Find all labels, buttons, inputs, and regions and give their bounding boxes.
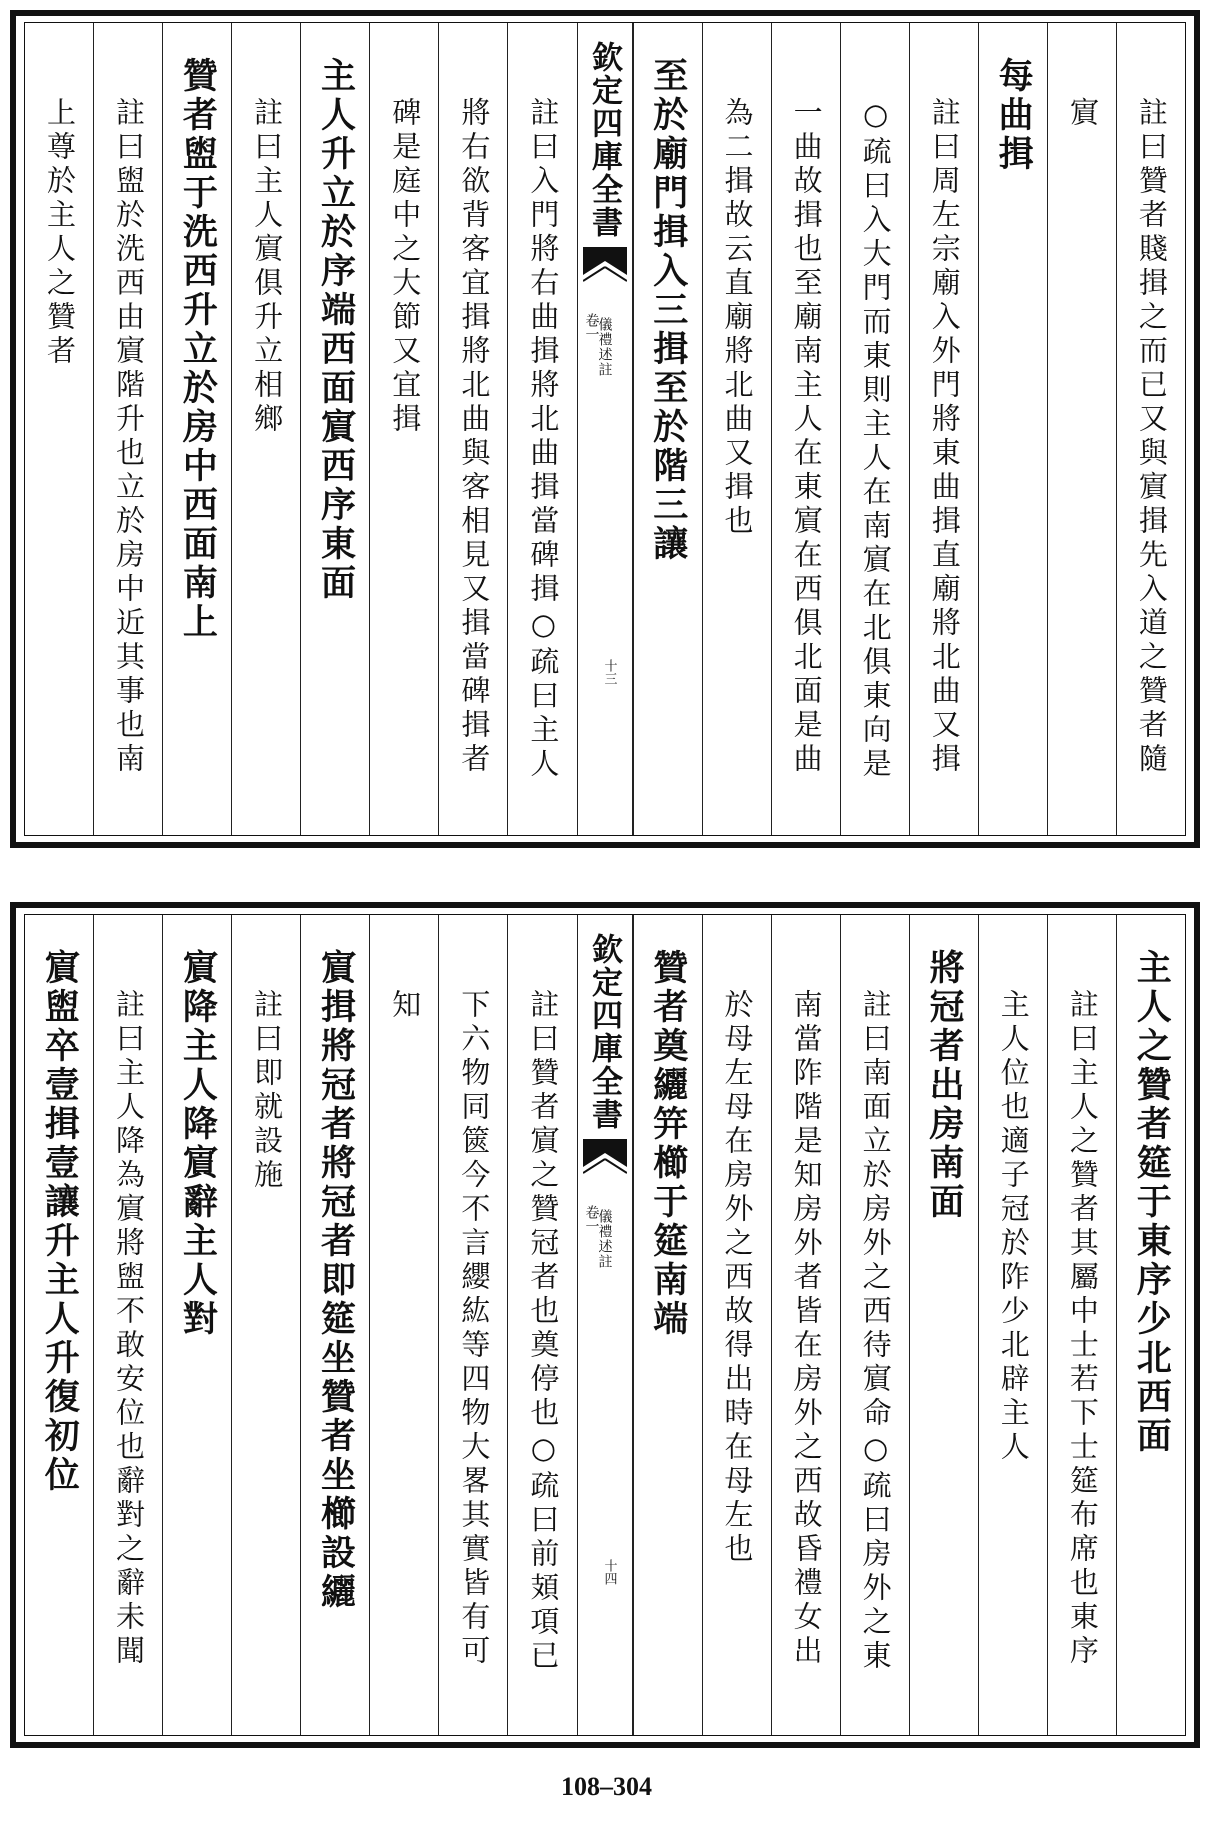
column-text: 賔降主人降賔辭主人對	[177, 949, 219, 1339]
column-text: 於母左母在房外之西故得出時在母左也	[720, 989, 755, 1567]
center-fold-column	[577, 23, 633, 835]
center-fold-column	[577, 915, 633, 1735]
column-text: 賔揖將冠者將冠者即筵坐贊者坐櫛設纚	[315, 949, 357, 1612]
text-column	[909, 23, 978, 835]
column-text: 將冠者出房南面	[924, 949, 966, 1222]
text-column	[771, 23, 840, 835]
text-column	[93, 23, 162, 835]
bottom-page-frame	[24, 914, 1186, 1736]
text-column	[300, 915, 369, 1735]
leaf-number: 十四	[601, 1559, 617, 1585]
column-text: 註曰贊者賔之贊冠者也奠停也○疏曰前頍項已	[526, 989, 561, 1674]
text-column	[507, 23, 576, 835]
text-column	[909, 915, 978, 1735]
book-subtitle: 儀禮述註	[596, 1209, 613, 1269]
column-text: 知	[388, 989, 423, 1023]
volume-label: 卷一	[583, 1205, 600, 1233]
text-column	[1116, 915, 1185, 1735]
top-page-frame	[24, 22, 1186, 836]
column-text: 贊者盥于洗西升立於房中西面南上	[177, 57, 219, 642]
top-page	[10, 10, 1200, 848]
column-text: 註曰入門將右曲揖將北曲揖當碑揖○疏曰主人	[526, 97, 561, 782]
text-column	[978, 915, 1047, 1735]
column-text: 主人位也適子冠於阼少北辟主人	[996, 989, 1031, 1465]
column-text: ○疏曰入大門而東則主人在南賔在北俱東向是	[858, 97, 893, 782]
column-text: 下六物同篋今不言纓紘等四物大畧其實皆有可	[457, 989, 492, 1669]
fishtail-mark-icon	[583, 1139, 627, 1175]
column-text: 註曰主人之贊者其屬中士若下士筵布席也東序	[1065, 989, 1100, 1669]
text-column	[369, 23, 438, 835]
column-text: 每曲揖	[993, 57, 1035, 174]
bottom-page	[10, 902, 1200, 1748]
column-text: 註曰周左宗廟入外門將東曲揖直廟將北曲又揖	[927, 97, 962, 777]
column-text: 賔盥卒壹揖壹讓升主人升復初位	[39, 949, 81, 1495]
text-column	[633, 23, 702, 835]
text-column	[507, 915, 576, 1735]
column-text: 至於廟門揖入三揖至於階三讓	[647, 57, 689, 564]
text-column	[438, 915, 507, 1735]
column-text: 為二揖故云直廟將北曲又揖也	[720, 97, 755, 539]
text-column	[300, 23, 369, 835]
column-text: 註曰贊者賤揖之而已又與賔揖先入道之贊者隨	[1134, 97, 1169, 777]
text-column	[369, 915, 438, 1735]
text-column	[1047, 23, 1116, 835]
text-column	[162, 23, 231, 835]
column-text: 南當阼階是知房外者皆在房外之西故昏禮女出	[789, 989, 824, 1669]
text-column	[231, 915, 300, 1735]
column-text: 一曲故揖也至廟南主人在東賔在西俱北面是曲	[789, 97, 824, 777]
text-column	[840, 23, 909, 835]
column-text: 將右欲背客宜揖將北曲與客相見又揖當碑揖者	[457, 97, 492, 777]
text-column	[702, 23, 771, 835]
book-title: 欽定四庫全書	[586, 41, 622, 239]
text-column	[771, 915, 840, 1735]
text-column	[231, 23, 300, 835]
text-column	[978, 23, 1047, 835]
column-text: 上尊於主人之贊者	[42, 97, 77, 369]
column-text: 主人升立於序端西面賔西序東面	[315, 57, 357, 603]
book-subtitle: 儀禮述註	[596, 317, 613, 377]
column-text: 註曰盥於洗西由賔階升也立於房中近其事也南	[112, 97, 147, 777]
text-column	[1047, 915, 1116, 1735]
book-title: 欽定四庫全書	[586, 933, 622, 1131]
column-text: 註曰主人降為賔將盥不敢安位也辭對之辭未聞	[112, 989, 147, 1669]
text-column	[25, 915, 93, 1735]
column-text: 贊者奠纚笄櫛于筵南端	[647, 949, 689, 1339]
text-column	[633, 915, 702, 1735]
fishtail-mark-icon	[583, 247, 627, 283]
column-text: 註曰南面立於房外之西待賔命○疏曰房外之東	[858, 989, 893, 1674]
text-column	[702, 915, 771, 1735]
text-column	[1116, 23, 1185, 835]
volume-label: 卷一	[583, 313, 600, 341]
column-text: 註曰即就設施	[250, 989, 285, 1193]
column-text: 碑是庭中之大節又宜揖	[388, 97, 423, 437]
column-text: 主人之贊者筵于東序少北西面	[1131, 949, 1173, 1456]
page-footer-number: 108–304	[561, 1772, 652, 1801]
leaf-number: 十三	[601, 659, 617, 685]
text-column	[438, 23, 507, 835]
text-column	[25, 23, 93, 835]
column-text: 賔	[1065, 97, 1100, 131]
column-text: 註曰主人賔俱升立相鄉	[250, 97, 285, 437]
text-column	[840, 915, 909, 1735]
text-column	[162, 915, 231, 1735]
text-column	[93, 915, 162, 1735]
